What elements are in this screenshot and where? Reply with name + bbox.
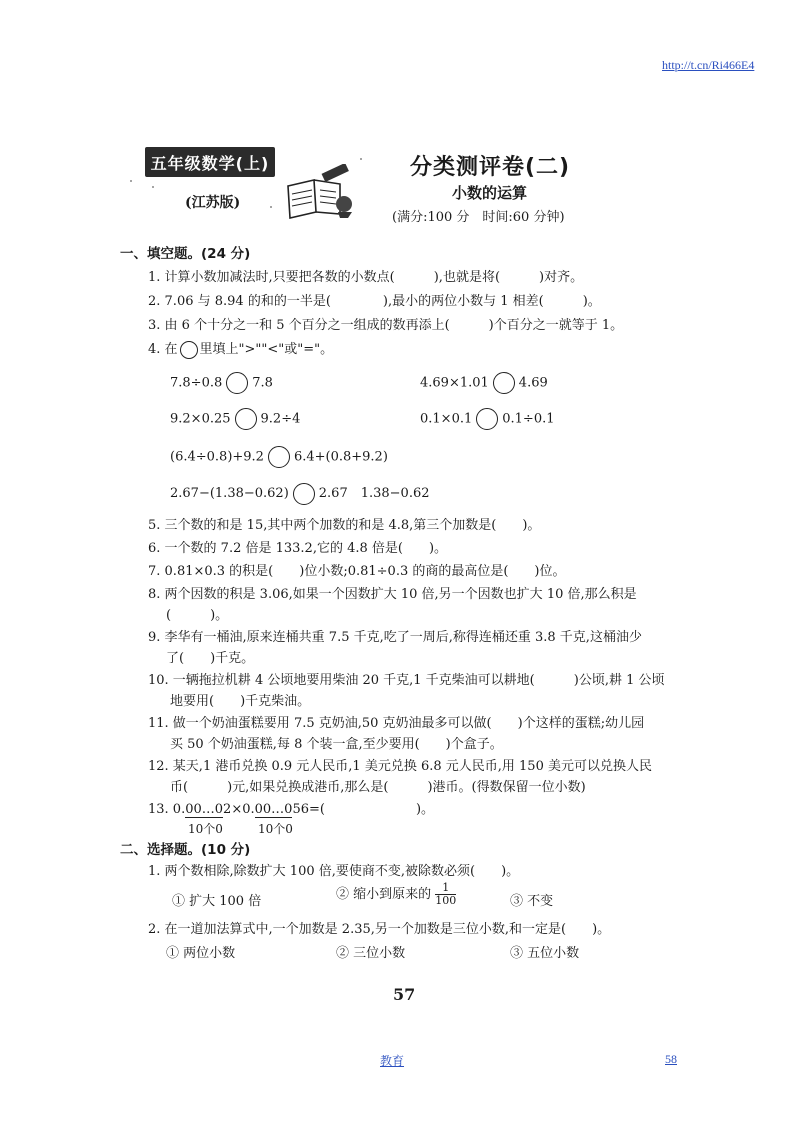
- fraction: [435, 882, 456, 907]
- compare-right: 0.1÷0.1: [502, 411, 555, 427]
- section2-heading: 二、选择题。(10 分): [120, 842, 251, 858]
- exam-title: 分类测评卷(二): [410, 155, 571, 180]
- source-url-link[interactable]: http://t.cn/Ri466E4: [662, 58, 755, 72]
- choice-2-option-3[interactable]: ③ 五位小数: [510, 946, 580, 961]
- q13-part: 2×0.: [223, 802, 255, 817]
- question-11-line2: 买 50 个奶油蛋糕,每 8 个装一盒,至少要用( )个盒子。: [170, 737, 503, 752]
- edition-label: (江苏版): [185, 195, 241, 211]
- question-12-line2: 币( )元,如果兑换成港币,那么是( )港币。(得数保留一位小数): [170, 780, 586, 795]
- compare-item-6: [170, 482, 430, 505]
- compare-left: 9.2×0.25: [170, 411, 231, 427]
- compare-item-5: [170, 446, 388, 468]
- compare-right: 4.69: [518, 375, 548, 391]
- choice-2-option-1[interactable]: ① 两位小数: [166, 946, 236, 961]
- book-telescope-icon: [282, 164, 356, 220]
- compare-left: 7.8÷0.8: [170, 375, 223, 391]
- question-13: [148, 798, 434, 818]
- compare-right: 9.2÷4: [260, 411, 301, 427]
- compare-circle-icon: [180, 341, 198, 359]
- compare-item-3: [170, 408, 300, 430]
- grade-badge: 五年级数学(上): [145, 147, 275, 177]
- fraction-numerator: 1: [435, 882, 456, 895]
- choice-2-option-2[interactable]: ② 三位小数: [336, 946, 406, 961]
- compare-left: 4.69×1.01: [420, 375, 489, 391]
- compare-left: 2.67−(1.38−0.62): [170, 486, 289, 501]
- exam-subtitle: 小数的运算: [452, 184, 528, 202]
- question-6: 6. 一个数的 7.2 倍是 133.2,它的 4.8 倍是( )。: [148, 541, 448, 556]
- choice-1-option-1[interactable]: ① 扩大 100 倍: [172, 894, 262, 909]
- question-3: 3. 由 6 个十分之一和 5 个百分之一组成的数再添上( )个百分之一就等于 1。: [148, 318, 624, 333]
- compare-item-2: [420, 372, 548, 394]
- choice-1-option-2[interactable]: [336, 882, 456, 907]
- answer-circle-icon[interactable]: [476, 408, 498, 430]
- question-2: 2. 7.06 与 8.94 的和的一半是( ),最小的两位小数与 1 相差( )。: [148, 294, 601, 309]
- compare-item-1: [170, 372, 273, 394]
- choice-question-1: 1. 两个数相除,除数扩大 100 倍,要使商不变,被除数必须( )。: [148, 864, 520, 879]
- fraction-denominator: 100: [435, 894, 457, 907]
- question-1: 1. 计算小数加减法时,只要把各数的小数点( ),也就是将( )对齐。: [148, 270, 584, 285]
- q13-zeros-2: 00…0: [254, 802, 293, 817]
- answer-circle-icon[interactable]: [293, 483, 315, 505]
- q13-zeros-1: 00…0: [185, 802, 224, 817]
- answer-circle-icon[interactable]: [226, 372, 248, 394]
- q13-part: 13. 0.: [148, 802, 186, 817]
- question-5: 5. 三个数的和是 15,其中两个加数的和是 4.8,第三个加数是( )。: [148, 518, 541, 533]
- compare-right: 7.8: [252, 375, 273, 391]
- q13-zero-count-1: 10个0: [188, 822, 223, 836]
- q13-zero-count-2: 10个0: [258, 822, 293, 836]
- q13-part: 56=( )。: [292, 802, 435, 817]
- footer-center-link[interactable]: 教育: [380, 1054, 405, 1068]
- compare-right: 2.67 1.38−0.62: [318, 486, 430, 501]
- question-10-line1: 10. 一辆拖拉机耕 4 公顷地要用柴油 20 千克,1 千克柴油可以耕地( )公顷,耕 1 公顷: [148, 673, 665, 688]
- footer-page-link[interactable]: 58: [665, 1052, 677, 1066]
- answer-circle-icon[interactable]: [268, 446, 290, 468]
- page-number: 57: [393, 985, 416, 1004]
- section1-heading: 一、填空题。(24 分): [120, 246, 251, 262]
- question-7: 7. 0.81×0.3 的积是( )位小数;0.81÷0.3 的商的最高位是( )位。: [148, 564, 566, 579]
- question-8-line2: ( )。: [166, 608, 229, 623]
- question-11-line1: 11. 做一个奶油蛋糕要用 7.5 克奶油,50 克奶油最多可以做( )个这样的蛋糕;幼儿园: [148, 716, 645, 731]
- answer-circle-icon[interactable]: [493, 372, 515, 394]
- compare-left: (6.4÷0.8)+9.2: [170, 449, 264, 465]
- scan-speck: [130, 180, 132, 182]
- scan-speck: [152, 186, 154, 188]
- compare-right: 6.4+(0.8+9.2): [293, 449, 388, 465]
- compare-item-4: [420, 408, 555, 430]
- answer-circle-icon[interactable]: [235, 408, 257, 430]
- question-12-line1: 12. 某天,1 港币兑换 0.9 元人民币,1 美元兑换 6.8 元人民币,用 150 美元可以兑换人民: [148, 759, 652, 774]
- scan-speck: [360, 158, 362, 160]
- choice-question-2: 2. 在一道加法算式中,一个加数是 2.35,另一个加数是三位小数,和一定是( )。: [148, 922, 611, 937]
- exam-meta: (满分:100 分 时间:60 分钟): [392, 210, 565, 225]
- option-text: ② 缩小到原来的: [336, 887, 432, 902]
- compare-left: 0.1×0.1: [420, 411, 473, 427]
- question-4-suffix: 里填上">""<"或"="。: [199, 342, 334, 357]
- question-4: [148, 338, 333, 359]
- question-4-prefix: 4. 在: [148, 342, 178, 357]
- scan-speck: [270, 206, 272, 208]
- question-8-line1: 8. 两个因数的积是 3.06,如果一个因数扩大 10 倍,另一个因数也扩大 10 倍,那么积是: [148, 587, 637, 602]
- question-10-line2: 地要用( )千克柴油。: [170, 694, 311, 709]
- question-9-line1: 9. 李华有一桶油,原来连桶共重 7.5 千克,吃了一周后,称得连桶还重 3.8 千克,这桶油少: [148, 630, 642, 645]
- question-9-line2: 了( )千克。: [166, 651, 255, 666]
- choice-1-option-3[interactable]: ③ 不变: [510, 894, 554, 909]
